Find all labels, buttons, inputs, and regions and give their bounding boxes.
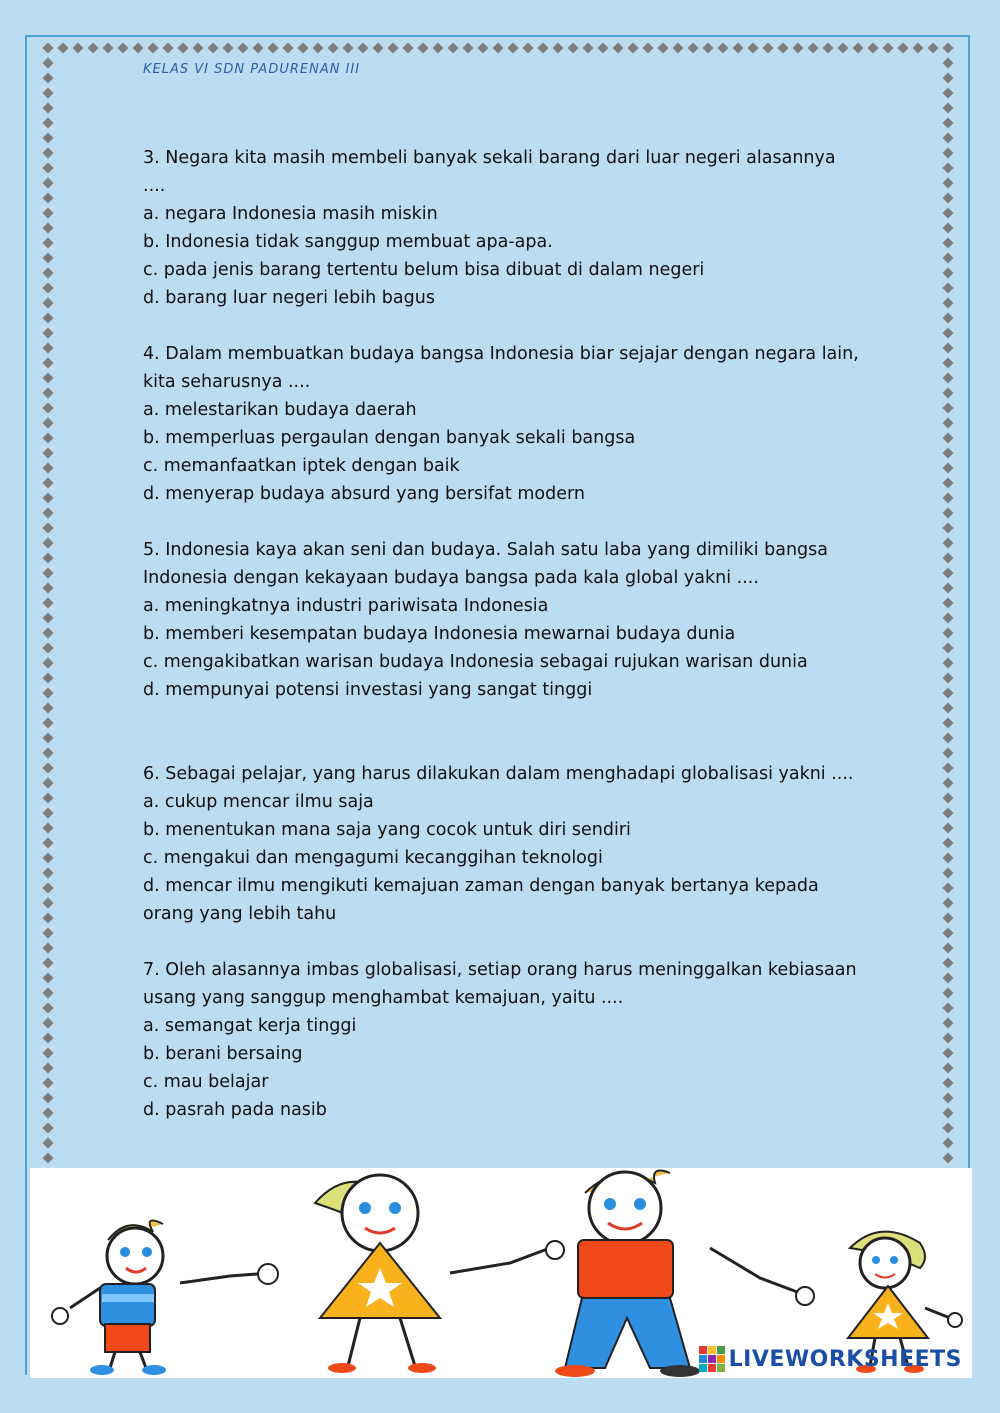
question-list	[143, 144, 863, 1124]
option-c: c. memanfaatkan iptek dengan baik	[143, 456, 460, 476]
option-a: a. negara Indonesia masih miskin	[143, 204, 438, 224]
watermark-text: LIVEWORKSHEETS	[728, 1346, 962, 1372]
option-b: b. memperluas pergaulan dengan banyak sekali bangsa	[143, 428, 636, 448]
option-c: c. mau belajar	[143, 1072, 269, 1092]
boy-figure	[90, 1220, 166, 1375]
option-c: c. pada jenis barang tertentu belum bisa dibuat di dalam negeri	[143, 260, 705, 280]
option-b: b. Indonesia tidak sanggup membuat apa-apa.	[143, 232, 553, 252]
question-5	[143, 536, 863, 704]
father-figure	[555, 1171, 700, 1377]
question-7	[143, 956, 863, 1124]
question-text: 5. Indonesia kaya akan seni dan budaya. Salah satu laba yang dimiliki bangsa Indonesia dengan kekayaan budaya bangsa pada kala global yakni ....	[143, 540, 828, 588]
option-a: a. melestarikan budaya daerah	[143, 400, 417, 420]
option-c: c. mengakui dan mengagumi kecanggihan teknologi	[143, 848, 603, 868]
question-4	[143, 340, 863, 508]
class-header: KELAS VI SDN PADURENAN III	[143, 62, 361, 77]
question-text: 3. Negara kita masih membeli banyak sekali barang dari luar negeri alasannya ....	[143, 148, 836, 196]
option-d: d. mencar ilmu mengikuti kemajuan zaman dengan banyak bertanya kepada orang yang lebih tahu	[143, 876, 819, 924]
option-b: b. menentukan mana saja yang cocok untuk diri sendiri	[143, 820, 631, 840]
option-a: a. semangat kerja tinggi	[143, 1016, 357, 1036]
liveworksheets-watermark[interactable]	[699, 1344, 962, 1374]
option-c: c. mengakibatkan warisan budaya Indonesia sebagai rujukan warisan dunia	[143, 652, 808, 672]
option-b: b. berani bersaing	[143, 1044, 303, 1064]
question-text: 6. Sebagai pelajar, yang harus dilakukan dalam menghadapi globalisasi yakni ....	[143, 764, 854, 784]
mother-figure	[315, 1175, 440, 1373]
option-b: b. memberi kesempatan budaya Indonesia mewarnai budaya dunia	[143, 624, 736, 644]
family-illustration	[30, 1168, 972, 1378]
option-a: a. meningkatnya industri pariwisata Indonesia	[143, 596, 549, 616]
option-d: d. mempunyai potensi investasi yang sangat tinggi	[143, 680, 593, 700]
question-6	[143, 760, 863, 928]
question-text: 7. Oleh alasannya imbas globalisasi, setiap orang harus meninggalkan kebiasaan usang yang sanggup menghambat kemajuan, yaitu ....	[143, 960, 857, 1008]
option-d: d. pasrah pada nasib	[143, 1100, 327, 1120]
option-d: d. menyerap budaya absurd yang bersifat modern	[143, 484, 585, 504]
option-a: a. cukup mencar ilmu saja	[143, 792, 374, 812]
liveworksheets-logo-icon	[699, 1346, 725, 1372]
question-3	[143, 144, 863, 312]
option-d: d. barang luar negeri lebih bagus	[143, 288, 435, 308]
question-text: 4. Dalam membuatkan budaya bangsa Indonesia biar sejajar dengan negara lain, kita seharusnya ....	[143, 344, 859, 392]
